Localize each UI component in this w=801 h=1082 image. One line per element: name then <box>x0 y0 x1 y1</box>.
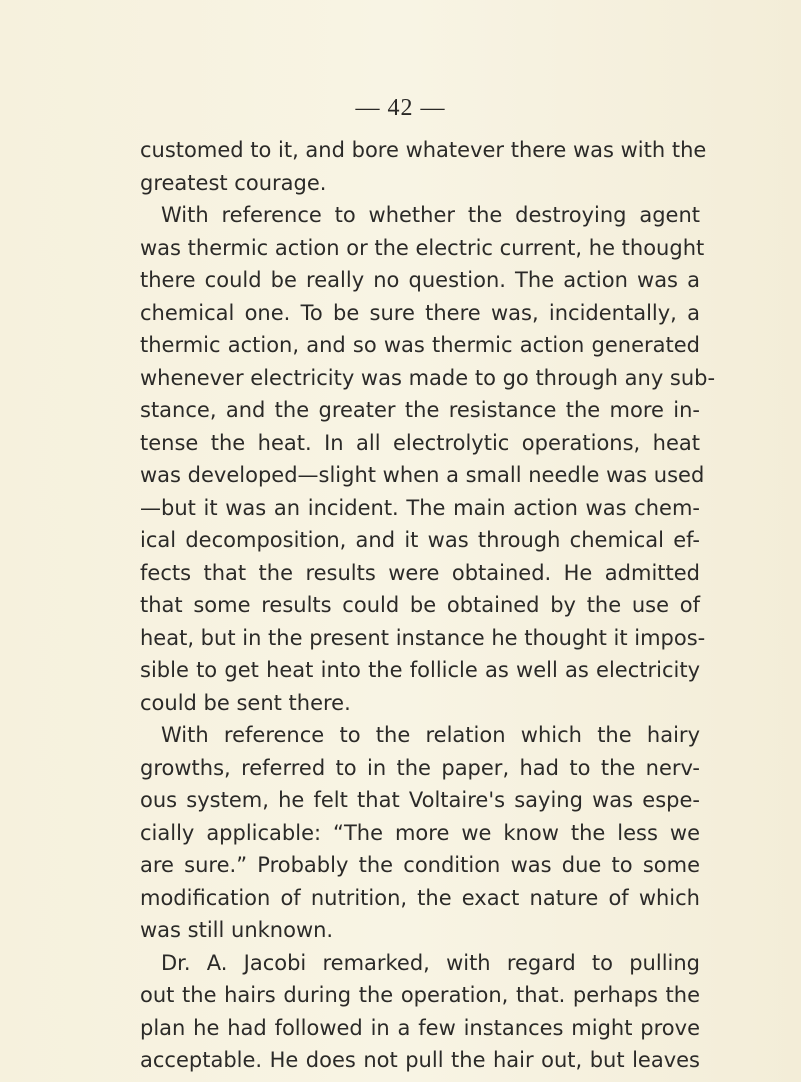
text-line: was still unknown. <box>140 918 334 942</box>
text-line: modification of nutrition, the exact nature of which <box>140 885 700 910</box>
text-line: tense the heat. In all electrolytic operations, heat <box>140 430 700 455</box>
text-line: ous system, he felt that Voltaire's saying was espe- <box>140 788 700 812</box>
text-line: heat, but in the present instance he thought it impos- <box>140 625 706 650</box>
text-line: acceptable. He does not pull the hair out, but leaves <box>140 1048 700 1072</box>
text-line: stance, and the greater the resistance the more in- <box>140 398 700 422</box>
text-line: thermic action, and so was thermic action generated <box>140 333 700 357</box>
paragraph <box>140 199 716 719</box>
text-line: could be sent there. <box>140 690 351 715</box>
text-line: —but it was an incident. The main action was chem- <box>140 495 700 520</box>
text-line: are sure.” Probably the condition was due to some <box>140 853 700 877</box>
text-line: was thermic action or the electric current, he thought <box>140 235 705 260</box>
body-text <box>140 134 716 1077</box>
text-line: sible to get heat into the follicle as well as electricity <box>140 658 700 682</box>
paragraph <box>140 719 700 947</box>
text-line: With reference to the relation which the hairy <box>161 723 700 747</box>
text-line: customed to it, and bore whatever there was with the <box>140 138 707 162</box>
text-line: growths, referred to in the paper, had to the nerv- <box>140 755 700 780</box>
text-line: With reference to whether the destroying agent <box>161 203 700 227</box>
text-line: whenever electricity was made to go through any sub- <box>140 365 716 390</box>
paragraph <box>140 134 707 199</box>
text-line: fects that the results were obtained. He admitted <box>140 560 700 585</box>
text-line: cially applicable: “The more we know the less we <box>140 820 700 845</box>
text-line: Dr. A. Jacobi remarked, with regard to pulling <box>161 950 700 975</box>
text-line: greatest courage. <box>140 170 327 195</box>
text-line: that some results could be obtained by the use of <box>140 593 700 617</box>
text-line: ical decomposition, and it was through chemical ef- <box>140 528 700 552</box>
paragraph <box>140 947 700 1077</box>
text-line: was developed—slight when a small needle was used <box>140 463 705 487</box>
page-number: — 42 — <box>355 95 446 121</box>
text-line: out the hairs during the operation, that. perhaps the <box>140 983 700 1007</box>
text-line: plan he had followed in a few instances might prove <box>140 1015 700 1040</box>
text-line: there could be really no question. The action was a <box>140 268 700 292</box>
text-line: chemical one. To be sure there was, incidentally, a <box>140 300 700 325</box>
